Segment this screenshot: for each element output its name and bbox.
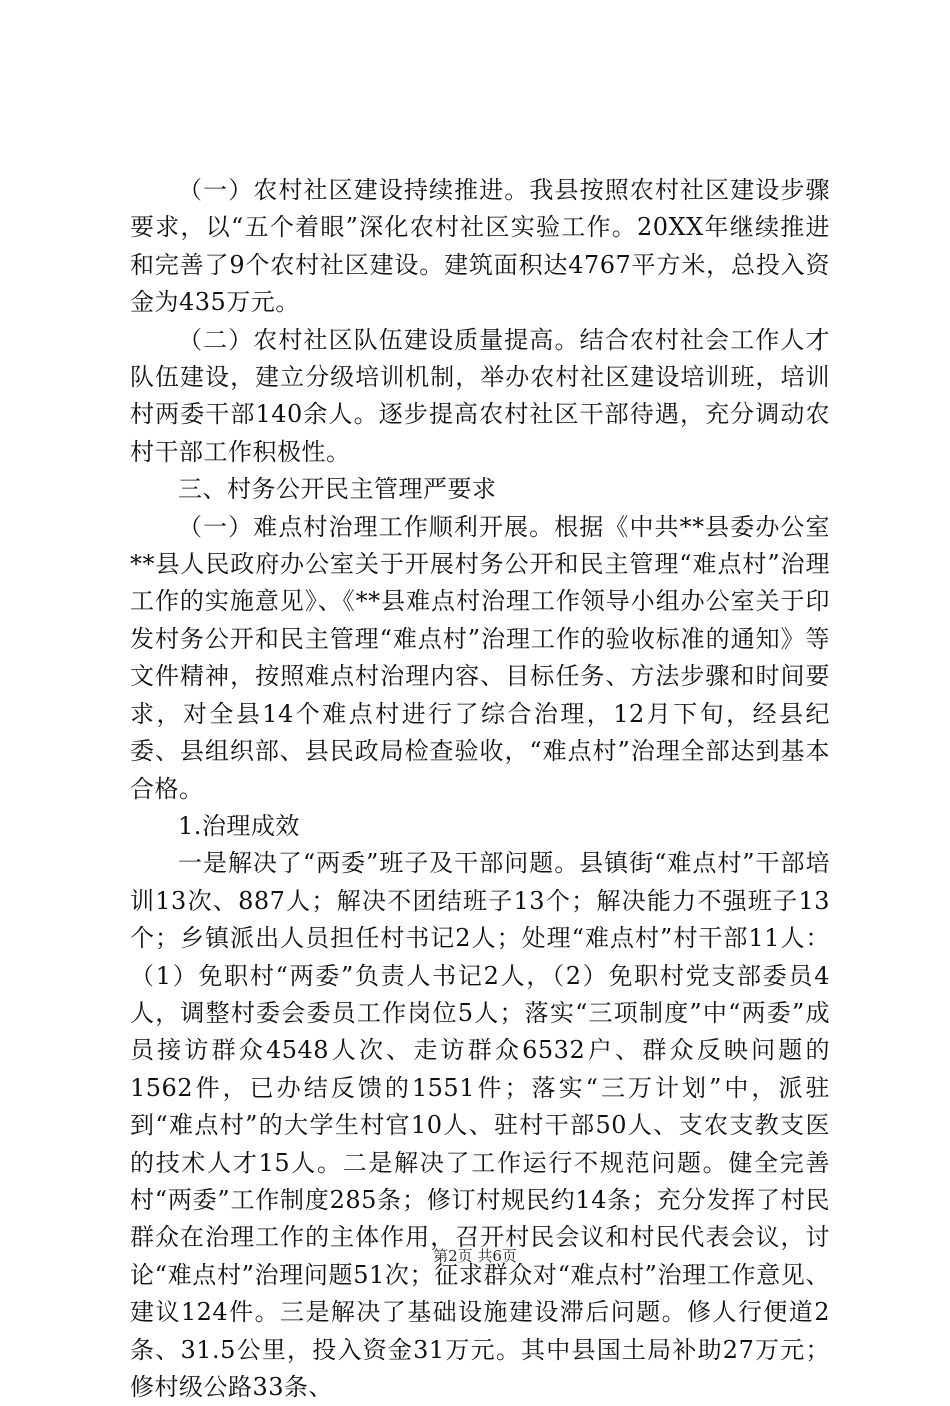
page-footer: 第2页 共6页 [433, 1247, 517, 1265]
section-heading-village-affairs: 三、村务公开民主管理严要求 [178, 475, 497, 504]
paragraph-governance-details: 一是解决了“两委”班子及干部问题。县镇街“难点村”干部培训13次、887人；解决不团结班子13个；解决能力不强班子13个；乡镇派出人员担任村书记2人；处理“难点村”村干部11人：（1）免职村“两委”负责人书记2人，（2）免职村党支部委员4人，调整村委会委员工作岗位5人；落实“三项制度”中“两委”成员接访群众4548人次、走访群众6532户、群众反映问题的1562件，已办结反馈的1551件；落实“三万计划”中，派驻到“难点村”的大学生村官10人、驻村干部50人、支农支教支医的技术人才15人。二是解决了工作运行不规范问题。健全完善村“两委”工作制度285条；修订村规民约14条；充分发挥了村民群众在治理工作的主体作用，召开村民会议和村民代表会议，讨论“难点村”治理问题51次；征求群众对“难点村”治理工作意见、建议124件。三是解决了基础设施建设滞后问题。修人行便道2条、31.5公里，投入资金31万元。其中县国土局补助27万元；修村级公路33条、 [130, 849, 830, 1401]
subheading-governance-results: 1.治理成效 [178, 811, 300, 840]
paragraph-community-construction: （一）农村社区建设持续推进。我县按照农村社区建设步骤要求，以“五个着眼”深化农村社区实验工作。20XX年继续推进和完善了9个农村社区建设。建筑面积达4767平方米，总投入资金为435万元。 [130, 176, 830, 317]
paragraph-team-building: （二）农村社区队伍建设质量提高。结合农村社会工作人才队伍建设，建立分级培训机制，举办农村社区建设培训班，培训村两委干部140余人。逐步提高农村社区干部待遇，充分调动农村干部工作积极性。 [130, 325, 830, 466]
document-body [130, 172, 830, 1406]
paragraph-difficult-villages: （一）难点村治理工作顺利开展。根据《中共**县委办公室**县人民政府办公室关于开展村务公开和民主管理“难点村”治理工作的实施意见》、《**县难点村治理工作领导小组办公室关于印发村务公开和民主管理“难点村”治理工作的验收标准的通知》等文件精神，按照难点村治理内容、目标任务、方法步骤和时间要求，对全县14个难点村进行了综合治理，12月下旬，经县纪委、县组织部、县民政局检查验收，“难点村”治理全部达到基本合格。 [130, 512, 830, 803]
